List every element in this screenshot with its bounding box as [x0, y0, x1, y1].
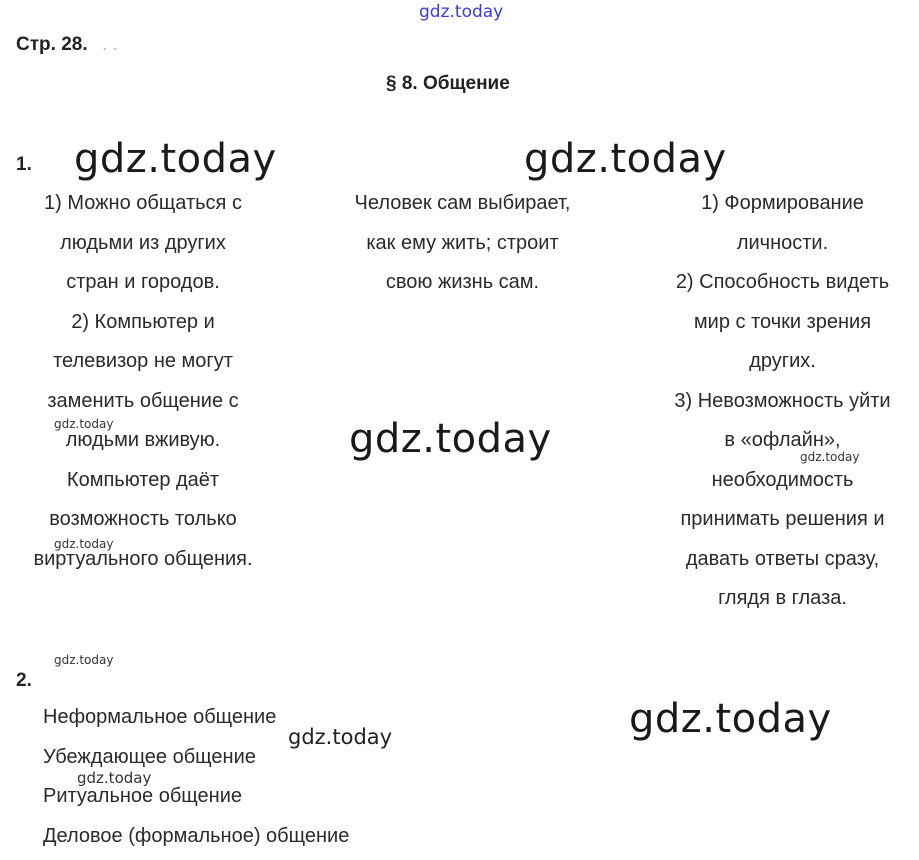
watermark-large: gdz.today: [74, 136, 277, 182]
list-item: Ритуальное общение: [43, 785, 243, 807]
list-item: Убеждающее общение: [43, 745, 256, 768]
list-item: Деловое (формальное) общение: [43, 824, 350, 847]
watermark-medium: gdz.today: [288, 725, 393, 749]
watermark-small: gdz.today: [54, 537, 114, 551]
watermark-small: gdz.today: [77, 769, 152, 787]
column-3-line: принимать решения и: [680, 508, 885, 530]
column-1-line: 1) Можно общаться с: [44, 192, 242, 214]
column-1-line: возможность только: [49, 508, 237, 530]
column-3-line: 1) Формирование: [701, 192, 864, 214]
page-reference: Стр. 28.: [16, 34, 88, 55]
column-1-line: людьми вживую.: [65, 429, 221, 451]
task-1-column-1: [12, 184, 274, 579]
column-1-line: телевизор не могут: [53, 350, 233, 372]
column-1-line: стран и городов.: [66, 271, 220, 293]
task-1-column-2: [330, 184, 595, 303]
column-2-line: как ему жить; строит: [366, 231, 559, 254]
column-1-line: людьми из других: [60, 231, 226, 254]
column-3-line: 2) Способность видеть: [675, 271, 890, 293]
column-3-line: других.: [749, 350, 816, 372]
column-2-line: Человек сам выбирает,: [354, 192, 571, 214]
column-1-line: 2) Компьютер и: [71, 310, 215, 333]
column-1-line: заменить общение с: [47, 389, 239, 412]
task-1-number: 1.: [16, 154, 32, 175]
column-3-line: мир с точки зрения: [693, 310, 872, 333]
column-2-line: свою жизнь сам.: [385, 271, 540, 293]
watermark-large: gdz.today: [629, 696, 832, 742]
page-reference-dots: . .: [102, 34, 118, 55]
column-3-line: 3) Невозможность уйти: [674, 389, 891, 412]
column-3-line: в «офлайн»,: [724, 429, 841, 451]
section-heading: § 8. Общение: [386, 73, 510, 94]
column-3-line: глядя в глаза.: [718, 587, 847, 609]
column-3-line: личности.: [736, 231, 829, 254]
watermark-large: gdz.today: [349, 416, 552, 462]
watermark-small: gdz.today: [54, 417, 114, 431]
task-1-column-3: [650, 184, 915, 619]
list-item: Неформальное общение: [43, 706, 277, 728]
column-3-line: давать ответы сразу,: [685, 547, 880, 570]
watermark-small: gdz.today: [800, 450, 860, 464]
watermark-small: gdz.today: [54, 653, 114, 667]
task-2-number: 2.: [16, 670, 32, 691]
column-1-line: виртуального общения.: [33, 547, 253, 570]
column-3-line: необходимость: [711, 468, 854, 491]
watermark-large: gdz.today: [524, 136, 727, 182]
watermark-top: gdz.today: [419, 2, 504, 22]
column-1-line: Компьютер даёт: [66, 468, 220, 491]
